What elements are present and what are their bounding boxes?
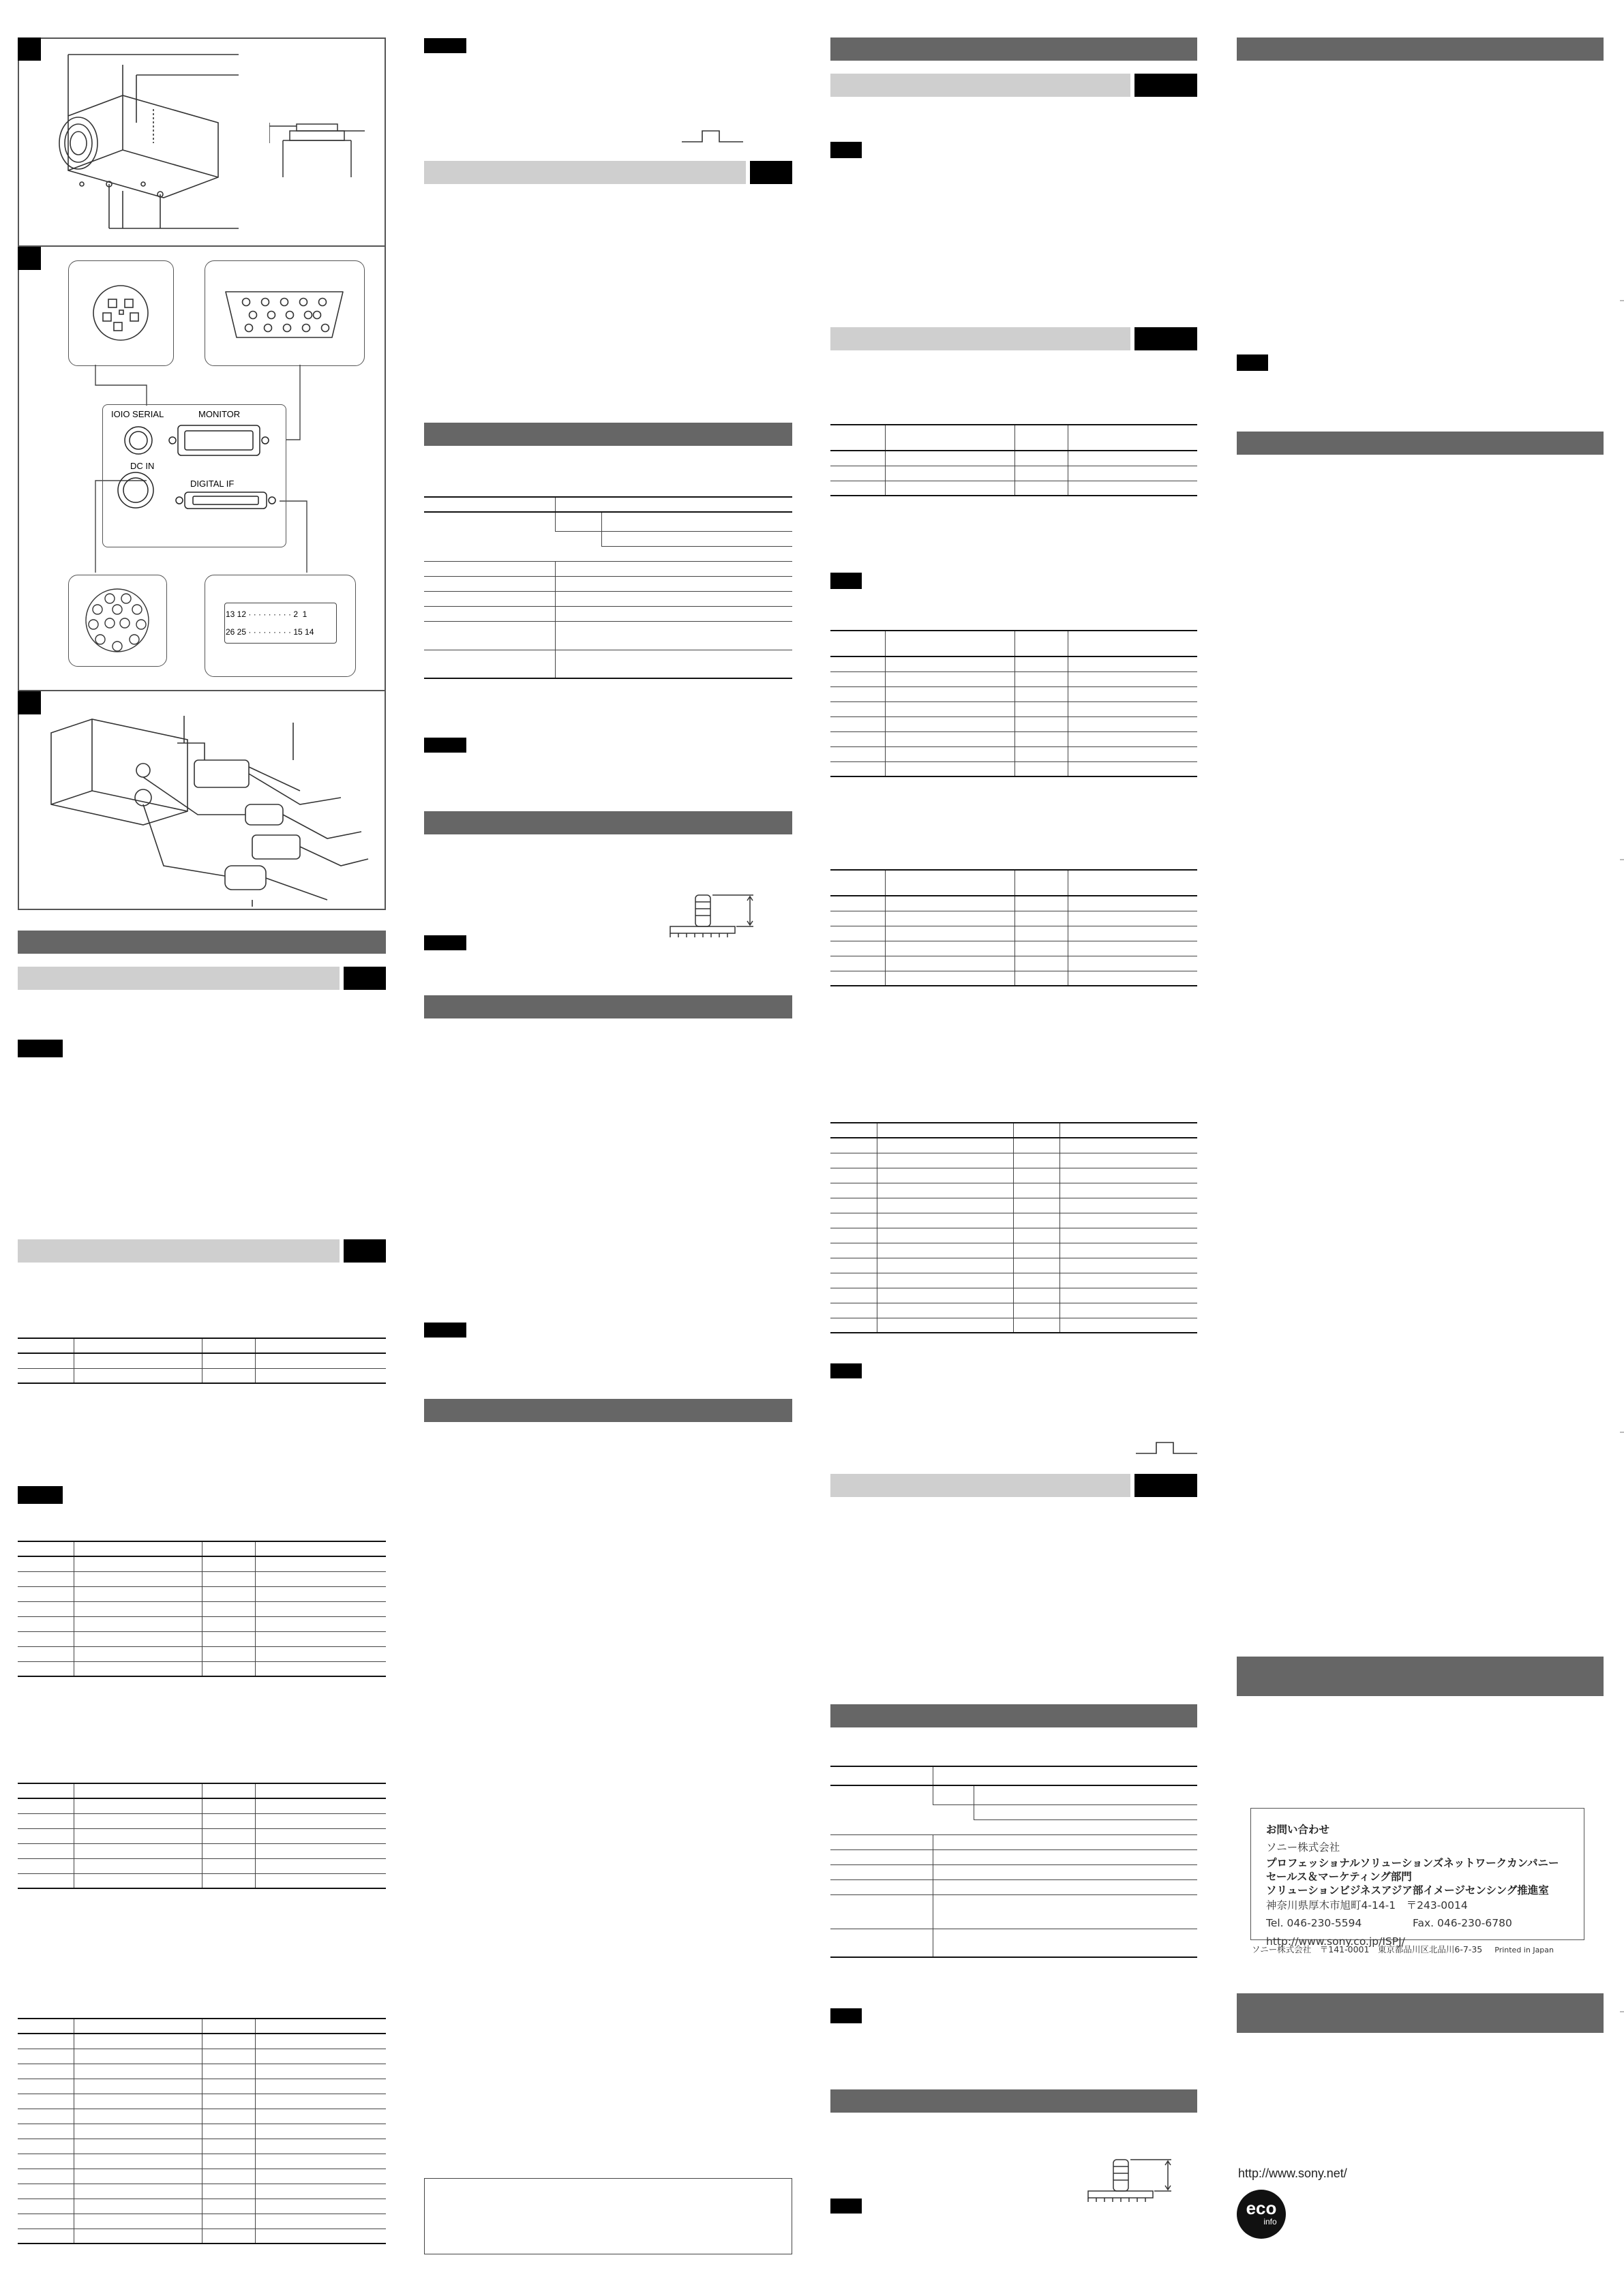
data-table bbox=[18, 2018, 386, 2244]
pulse-symbol bbox=[682, 128, 743, 145]
rear-panel bbox=[102, 404, 286, 547]
serial-pin-icon bbox=[69, 261, 172, 365]
section-header bbox=[830, 37, 1197, 61]
data-table bbox=[830, 630, 1197, 777]
eco-logo-text: eco bbox=[1246, 2198, 1277, 2218]
trim-mark bbox=[1620, 1432, 1624, 1433]
section-header bbox=[424, 423, 792, 446]
digital-if-pin-box bbox=[205, 575, 356, 677]
imprint-address: ソニー株式会社 〒141-0001 東京都品川区北品川6-7-35 bbox=[1252, 1944, 1483, 1954]
section-tag bbox=[1134, 327, 1197, 350]
serial-label: IOIO SERIAL bbox=[111, 409, 164, 419]
note-tag bbox=[424, 738, 466, 753]
section-subheader bbox=[18, 1239, 340, 1263]
section-header bbox=[1237, 1993, 1604, 2033]
section-subheader bbox=[830, 1474, 1130, 1497]
contact-url[interactable]: http://www.sony.co.jp/ISPJ/ bbox=[1266, 1935, 1405, 1948]
sony-url[interactable]: http://www.sony.net/ bbox=[1238, 2166, 1347, 2180]
note-tag bbox=[424, 1323, 466, 1338]
note-tag bbox=[424, 935, 466, 950]
note-tag bbox=[830, 142, 862, 158]
figure-divider bbox=[18, 245, 386, 247]
data-table bbox=[830, 869, 1197, 986]
contact-division: セールス＆マーケティング部門 bbox=[1266, 1871, 1412, 1883]
data-table bbox=[18, 1783, 386, 1889]
flange-height-icon bbox=[665, 890, 767, 944]
cable-connection-illustration bbox=[41, 702, 382, 907]
remarks-box bbox=[424, 2178, 792, 2254]
note-tag bbox=[1237, 354, 1268, 371]
section-tag bbox=[1134, 74, 1197, 97]
contact-tel: Tel. 046-230-5594 bbox=[1266, 1917, 1362, 1929]
section-header bbox=[18, 931, 386, 954]
section-header bbox=[1237, 432, 1604, 455]
eco-info-logo bbox=[1237, 2190, 1286, 2239]
section-tag bbox=[1134, 1474, 1197, 1497]
section-subheader bbox=[424, 161, 746, 184]
section-tag bbox=[344, 1239, 386, 1263]
data-table bbox=[18, 1541, 386, 1677]
serial-connector-box bbox=[68, 260, 174, 366]
spec-table bbox=[424, 496, 792, 679]
monitor-label: MONITOR bbox=[198, 409, 241, 419]
rear-panel-connectors-icon bbox=[103, 405, 286, 547]
dc-in-pin-box bbox=[68, 575, 167, 667]
trim-mark bbox=[1620, 300, 1624, 301]
data-table bbox=[830, 424, 1197, 496]
section-tag bbox=[344, 967, 386, 990]
section-header bbox=[424, 1399, 792, 1422]
trim-mark bbox=[1620, 859, 1624, 860]
contact-address: 神奈川県厚木市旭町4-14-1 〒243-0014 bbox=[1266, 1899, 1468, 1912]
trim-mark bbox=[1620, 2011, 1624, 2012]
contact-company: ソニー株式会社 bbox=[1266, 1841, 1340, 1854]
section-header bbox=[1237, 37, 1604, 61]
section-header bbox=[830, 1704, 1197, 1727]
section-subheader bbox=[830, 74, 1130, 97]
digital-if-label: DIGITAL IF bbox=[190, 479, 235, 489]
figure-marker-2 bbox=[18, 247, 41, 270]
note-tag bbox=[18, 1040, 63, 1057]
digital-pin-bottom-row: 26 25 · · · · · · · · · 15 14 bbox=[226, 627, 314, 637]
lens-mount-illustration bbox=[269, 116, 372, 177]
contact-heading: お問い合わせ bbox=[1266, 1824, 1330, 1836]
figure-divider bbox=[18, 690, 386, 691]
note-tag bbox=[830, 2008, 862, 2023]
data-table bbox=[18, 1338, 386, 1384]
contact-division: ソリューションビジネスアジア部イメージセンシング推進室 bbox=[1266, 1884, 1549, 1897]
imprint-line bbox=[1252, 1943, 1554, 1955]
data-table bbox=[830, 1122, 1197, 1333]
note-tag bbox=[830, 573, 862, 589]
eco-logo-sub: info bbox=[1263, 2217, 1277, 2226]
pulse-symbol bbox=[1136, 1440, 1197, 1456]
section-subheader bbox=[18, 967, 340, 990]
figure-marker-3 bbox=[18, 691, 41, 714]
section-tag bbox=[750, 161, 792, 184]
spec-table bbox=[830, 1766, 1197, 1958]
dc-in-label: DC IN bbox=[130, 461, 155, 471]
camera-illustration bbox=[41, 48, 239, 232]
digital-pin-top-row: 13 12 · · · · · · · · · 2 1 bbox=[226, 609, 307, 619]
note-tag bbox=[18, 1486, 63, 1504]
monitor-connector-box bbox=[205, 260, 365, 366]
note-tag bbox=[830, 2199, 862, 2214]
printed-in: Printed in Japan bbox=[1494, 1946, 1554, 1954]
dc-in-pin-icon bbox=[69, 575, 166, 665]
section-header bbox=[424, 811, 792, 834]
note-tag bbox=[424, 38, 466, 53]
contact-division: プロフェッショナルソリューションズネットワークカンパニー bbox=[1266, 1857, 1559, 1869]
flange-height-icon bbox=[1083, 2154, 1185, 2209]
note-tag bbox=[830, 1363, 862, 1378]
section-subheader bbox=[830, 327, 1130, 350]
contact-box bbox=[1250, 1808, 1584, 1948]
section-header bbox=[1237, 1657, 1604, 1696]
contact-fax: Fax. 046-230-6780 bbox=[1413, 1917, 1512, 1929]
dsub15-pin-icon bbox=[205, 261, 363, 365]
figure-marker-1 bbox=[18, 37, 41, 61]
section-header bbox=[424, 995, 792, 1018]
section-header bbox=[830, 2089, 1197, 2113]
